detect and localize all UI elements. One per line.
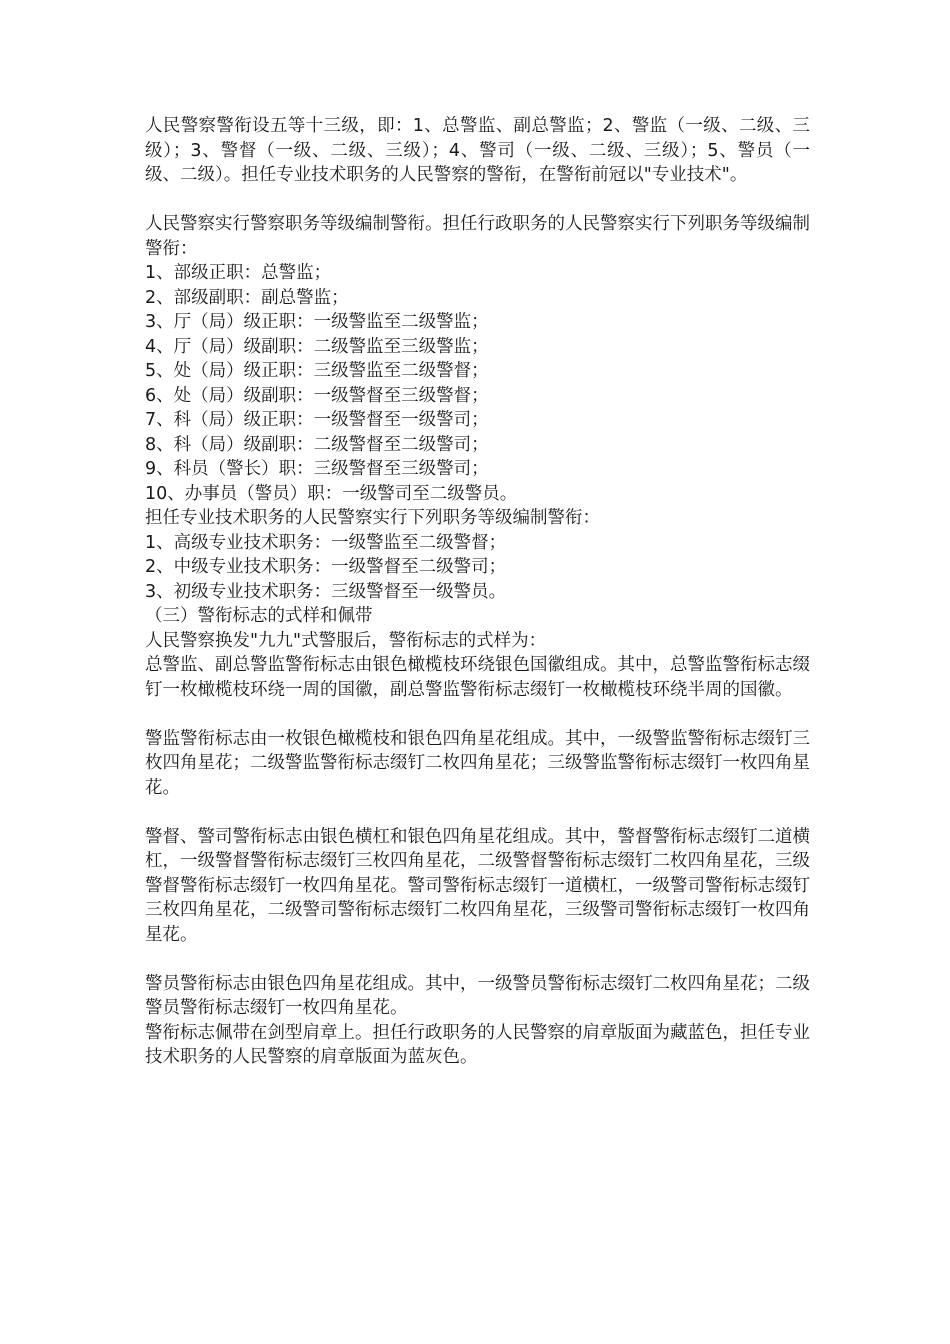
list-item: 8、科（局）级副职：二级警督至二级警司； bbox=[145, 434, 489, 455]
document-body bbox=[145, 114, 810, 1070]
list-item: 10、办事员（警员）职：一级警司至二级警员。 bbox=[145, 483, 518, 504]
list-item: 7、科（局）级正职：一级警督至一级警司； bbox=[145, 410, 489, 430]
paragraph-insignia-wearing: 警衔标志佩带在剑型肩章上。担任行政职务的人民警察的肩章版面为藏蓝色，担任专业技术职务的人民警察的肩章版面为蓝灰色。 bbox=[145, 1022, 810, 1067]
paragraph-jingjian-insignia: 警监警衔标志由一枚银色橄榄枝和银色四角星花组成。其中，一级警监警衔标志缀钉三枚四角星花；二级警监警衔标志缀钉二枚四角星花；三级警监警衔标志缀钉一枚四角星花。 bbox=[145, 728, 810, 798]
section-intro: 人民警察换发"九九"式警服后，警衔标志的式样为： bbox=[145, 630, 547, 651]
paragraph-general-insignia: 总警监、副总警监警衔标志由银色橄榄枝环绕银色国徽组成。其中，总警监警衔标志缀钉一枚橄榄枝环绕一周的国徽，副总警监警衔标志缀钉一枚橄榄枝环绕半周的国徽。 bbox=[145, 655, 810, 700]
list-item: 4、厅（局）级副职：二级警监至三级警监； bbox=[145, 336, 489, 357]
tech-intro: 担任专业技术职务的人民警察实行下列职务等级编制警衔： bbox=[145, 508, 600, 528]
paragraph-gap bbox=[145, 188, 810, 213]
paragraph-jingdu-jingsi-insignia: 警督、警司警衔标志由银色横杠和银色四角星花组成。其中，警督警衔标志缀钉二道横杠，一级警督警衔标志缀钉三枚四角星花，二级警督警衔标志缀钉二枚四角星花，三级警督警衔标志缀钉一枚四角星花。警司警衔标志缀钉一道横杠，一级警司警衔标志缀钉三枚四角星花，二级警司警衔标志缀钉二枚四角星花，三级警司警衔标志缀钉一枚四角星花。 bbox=[145, 826, 810, 945]
paragraph-jingyuan-insignia: 警员警衔标志由银色四角星花组成。其中，一级警员警衔标志缀钉二枚四角星花；二级警员警衔标志缀钉一枚四角星花。 bbox=[145, 973, 810, 1018]
list-item: 3、初级专业技术职务：三级警督至一级警员。 bbox=[145, 581, 507, 602]
admin-rank-list bbox=[145, 261, 810, 506]
paragraph-gap bbox=[145, 800, 810, 825]
list-item: 5、处（局）级正职：三级警监至二级警督； bbox=[145, 361, 489, 381]
tech-rank-list bbox=[145, 531, 810, 605]
list-item: 2、部级副职：副总警监； bbox=[145, 287, 349, 308]
paragraph-rank-system: 人民警察实行警察职务等级编制警衔。担任行政职务的人民警察实行下列职务等级编制警衔： bbox=[145, 214, 810, 259]
section-heading: （三）警衔标志的式样和佩带 bbox=[145, 606, 373, 626]
list-item: 1、高级专业技术职务：一级警监至二级警督； bbox=[145, 532, 507, 553]
paragraph-rank-levels: 人民警察警衔设五等十三级，即：1、总警监、副总警监；2、警监（一级、二级、三级）；3、警督（一级、二级、三级）；4、警司（一级、二级、三级）；5、警员（一级、二级）。担任专业技术职务的人民警察的警衔，在警衔前冠以"专业技术"。 bbox=[145, 116, 810, 185]
list-item: 3、厅（局）级正职：一级警监至二级警监； bbox=[145, 312, 489, 332]
list-item: 2、中级专业技术职务：一级警督至二级警司； bbox=[145, 557, 507, 577]
list-item: 6、处（局）级副职：一级警督至三级警督； bbox=[145, 385, 489, 406]
list-item: 9、科员（警长）职：三级警督至三级警司； bbox=[145, 459, 489, 479]
paragraph-gap bbox=[145, 702, 810, 727]
paragraph-gap bbox=[145, 947, 810, 972]
list-item: 1、部级正职：总警监； bbox=[145, 263, 332, 283]
